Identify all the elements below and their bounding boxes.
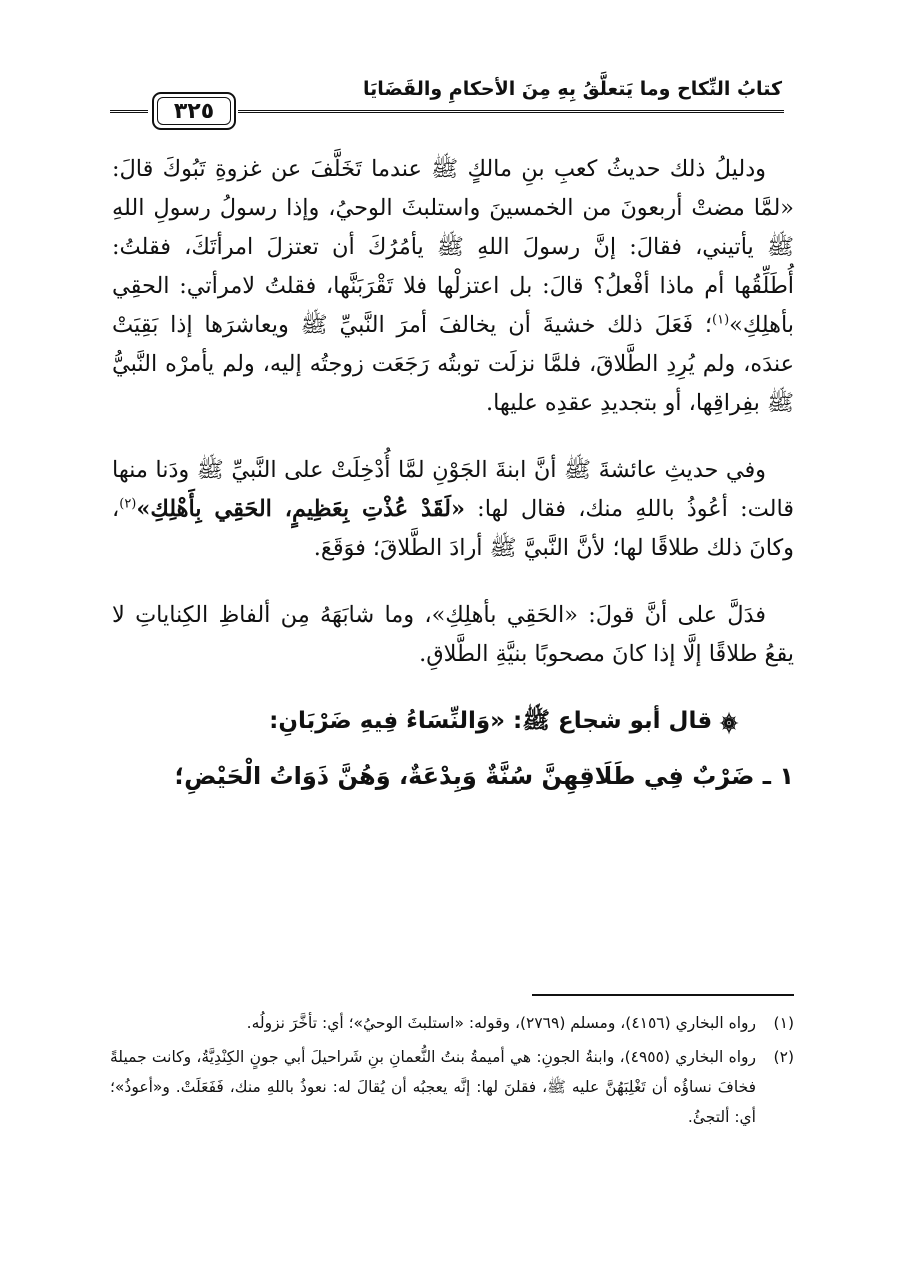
- paragraph-text: ودليلُ ذلك حديثُ كعبِ بنِ مالكٍ ﷺ عندما تَخَلَّفَ عن غزوةِ تَبُوكَ قالَ: «لمَّا مضتْ أربعونَ من الخمسينَ واستلبثَ الوحيُ، وإذا رسولُ رسولِ اللهِ ﷺ يأتيني، فقالَ: إنَّ رسولَ اللهِ ﷺ يأمُرُكَ أن تعتزلَ امرأتَكَ، فقلتُ: أُطَلِّقُها أم ماذا أفْعلُ؟ قالَ: بل اعتزلْها فلا تَقْرَبَنَّها، فقلتُ لامرأتي: الحقِي بأهلِكِ»: [112, 156, 794, 338]
- footnotes: [110, 1008, 794, 1136]
- page-number-text: ٣٢٥: [173, 98, 215, 124]
- main-text: [112, 150, 794, 796]
- header-rule-left: [110, 110, 148, 118]
- matn-line: ١ ـ ضَرْبٌ فِي طَلَاقِهِنَّ سُنَّةٌ وَبِدْعَةٌ، وَهُنَّ ذَوَاتُ الْحَيْضِ؛: [174, 762, 794, 790]
- page-number: [152, 92, 236, 130]
- chapter-title: كتابُ النِّكاح وما يَتعلَّقُ بِهِ مِنَ الأحكامِ والقَضَايَا: [362, 78, 782, 100]
- footnote-2: [110, 1042, 794, 1132]
- matn-heading: ۞ قال أبو شجاع ﷺ: «وَالنِّسَاءُ فِيهِ ضَرْبَانِ:: [269, 708, 738, 734]
- footnote-ref-2: (٢): [119, 496, 137, 512]
- header-rule: [238, 110, 784, 118]
- paragraph-conclusion: [112, 596, 794, 674]
- paragraph-text-cont: ؛ فَعَلَ ذلك خشيةَ أن يخالفَ أمرَ النَّبيِّ ﷺ ويعاشرَها إذا بَقِيَتْ عندَه، ولم يُرِدِ الطَّلاقَ، فلمَّا نزلَت توبتُه رَجَعَت زوجتُه إليه، ولم يأمرْه النَّبيُّ ﷺ بفِراقِها، أو بتجديدِ عقدِه عليها.: [112, 312, 794, 416]
- paragraph-text-cont: ، وكانَ ذلك طلاقًا لها؛ لأنَّ النَّبيَّ ﷺ أرادَ الطَّلاقَ؛ فوَقَعَ.: [112, 496, 794, 561]
- paragraph-aisha-hadith: [112, 451, 794, 568]
- footnote-ref-1: (١): [712, 312, 730, 328]
- footnote-text: رواه البخاري (٤١٥٦)، ومسلم (٢٧٦٩)، وقوله: «استلبثَ الوحيُ»؛ أي: تأخَّرَ نزولُه.: [246, 1014, 756, 1032]
- footnote-text: رواه البخاري (٤٩٥٥)، وابنةُ الجونِ: هي أميمةُ بنتُ النُّعمانِ بنِ شَراحيلَ أبي جونٍ الكِنْدِيَّةُ، وكانت جميلةً فخافَ نساؤُه أن تَغْلِبَهُنَّ عليه ﷺ، فقلنَ لها: إنَّه يعجبُه أن يُقالَ له: نعوذُ باللهِ منك، فَفَعَلَتْ. و«أعوذُ»؛ أي: ألتجئُ.: [110, 1048, 756, 1126]
- footnote-1: [110, 1008, 794, 1038]
- page-header: [110, 72, 790, 132]
- footnote-number: (٢): [773, 1048, 794, 1066]
- paragraph-kaab-hadith: [112, 150, 794, 423]
- paragraph-text: فدَلَّ على أنَّ قولَ: «الحَقِي بأهلِكِ»، وما شابَهَهُ مِن ألفاظِ الكِناياتِ لا يقعُ طلاقًا إلَّا إذا كانَ مصحوبًا بنيَّةِ الطَّلاقِ.: [112, 602, 794, 667]
- hadith-quote: «لَقَدْ عُذْتِ بِعَظِيمٍ، الحَقِي بِأَهْلِكِ»: [136, 496, 465, 522]
- paragraph-text: وفي حديثِ عائشةَ ﷺ أنَّ ابنةَ الجَوْنِ لمَّا أُدْخِلَتْ على النَّبيِّ ﷺ ودَنا منها قالت: أعُوذُ باللهِ منك، فقال لها:: [112, 457, 794, 522]
- footnote-number: (١): [773, 1014, 794, 1032]
- footnote-divider: [532, 994, 794, 996]
